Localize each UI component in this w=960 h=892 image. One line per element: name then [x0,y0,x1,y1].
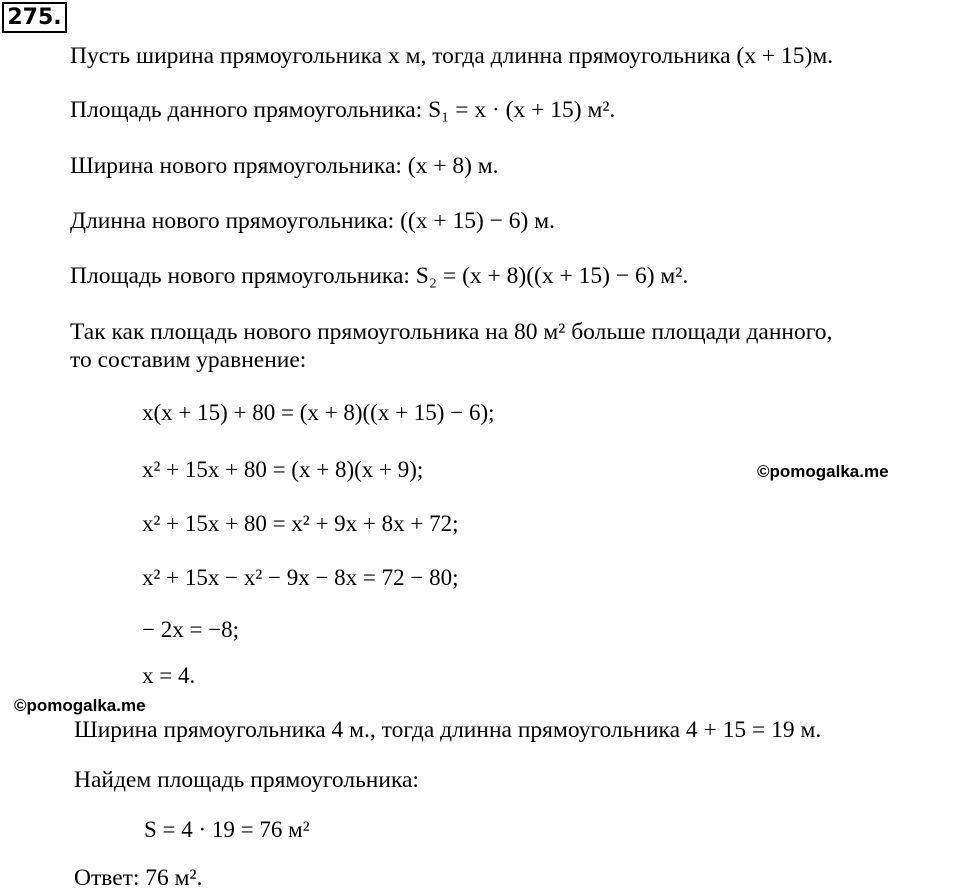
problem-number: 275. [2,2,67,33]
equation-step-3: x² + 15x + 80 = x² + 9x + 8x + 72; [142,511,459,536]
equation-step-2: x² + 15x + 80 = (x + 8)(x + 9); [142,457,424,482]
text-line-equation-intro: то составим уравнение: [70,347,307,373]
equation-step-5: − 2x = −8; [142,617,240,642]
answer-line: Ответ: 76 м². [74,865,203,891]
text-line-width-result: Ширина прямоугольника 4 м., тогда длинна прямоугольника 4 + 15 = 19 м. [74,717,822,743]
text-line-width-definition: Пусть ширина прямоугольника x м, тогда длинна прямоугольника (x + 15)м. [70,43,834,69]
text-line-new-length: Длинна нового прямоугольника: ((x + 15) − 6) м. [70,208,556,234]
watermark-right: ©pomogalka.me [757,462,889,481]
equation-step-6: x = 4. [142,663,196,688]
text-line-original-area: Площадь данного прямоугольника: S₁ = x · (x + 15) м². [70,97,616,123]
text-line-find-area: Найдем площадь прямоугольника: [74,767,419,793]
equation-step-4: x² + 15x − x² − 9x − 8x = 72 − 80; [142,565,459,590]
equation-step-1: x(x + 15) + 80 = (x + 8)((x + 15) − 6); [142,400,495,425]
equation-area: S = 4 · 19 = 76 м² [144,817,310,842]
text-line-condition: Так как площадь нового прямоугольника на 80 м² больше площади данного, [70,319,833,345]
text-line-new-width: Ширина нового прямоугольника: (x + 8) м. [70,153,499,179]
watermark-left: ©pomogalka.me [14,696,146,715]
text-line-new-area: Площадь нового прямоугольника: S₂ = (x + 8)((x + 15) − 6) м². [70,263,689,289]
